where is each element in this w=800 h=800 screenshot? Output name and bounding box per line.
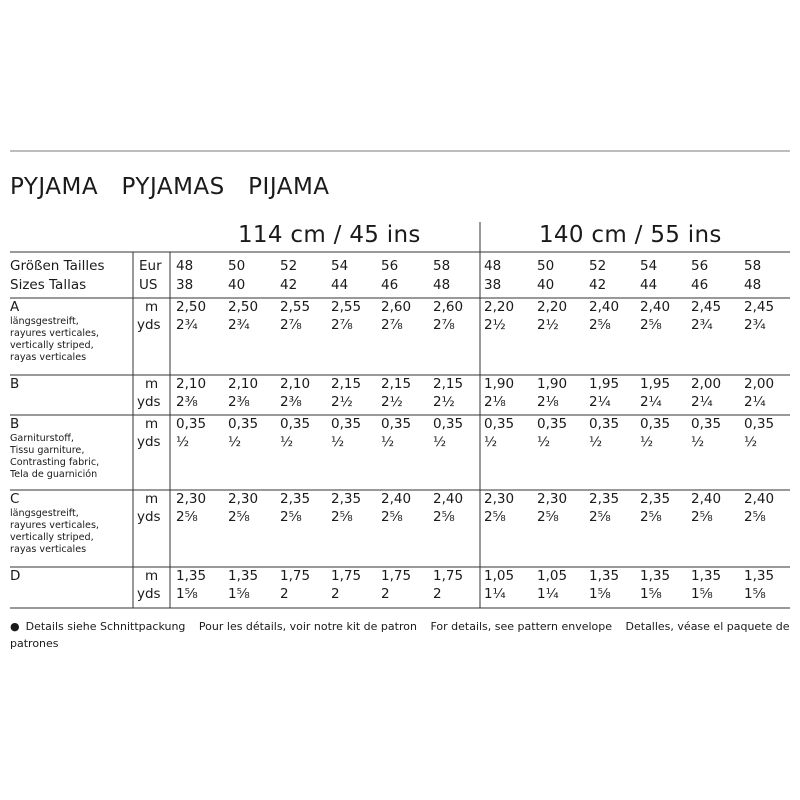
yards-value: 2⅝ (484, 509, 506, 525)
meters-value: 2,60 (433, 299, 464, 315)
meters-value: 2,60 (381, 299, 412, 315)
footnote-fr: Pour les détails, voir notre kit de patron (198, 620, 417, 633)
yards-value: 2⅝ (433, 509, 455, 525)
yards-value: 2 (280, 586, 289, 602)
eur-size: 52 (280, 258, 298, 274)
yards-value: 2⅝ (691, 509, 713, 525)
yards-value: ½ (331, 434, 345, 450)
yards-value: 2 (433, 586, 442, 602)
view-description: rayas verticales (10, 544, 87, 555)
top-rule (10, 150, 790, 152)
unit-m: m (145, 299, 159, 315)
view-description: längsgestreift, (10, 316, 79, 327)
yards-value: 2½ (331, 394, 353, 410)
yards-value: 1⅝ (744, 586, 766, 602)
meters-value: 0,35 (433, 416, 464, 432)
meters-value: 1,75 (433, 568, 464, 584)
us-size: 48 (433, 277, 451, 293)
meters-value: 0,35 (744, 416, 775, 432)
view-description: vertically striped, (10, 340, 94, 351)
yards-value: 2¼ (691, 394, 713, 410)
view-label: B (10, 376, 20, 392)
yards-value: 2 (331, 586, 340, 602)
yards-value: 2⅛ (484, 394, 506, 410)
yards-value: 2⅝ (280, 509, 302, 525)
meters-value: 0,35 (484, 416, 515, 432)
view-description: Garniturstoff, (10, 433, 74, 444)
us-size: 38 (484, 277, 502, 293)
meters-value: 0,35 (691, 416, 722, 432)
us-size: 40 (537, 277, 555, 293)
meters-value: 2,35 (589, 491, 620, 507)
meters-value: 1,35 (691, 568, 722, 584)
yards-value: 2½ (537, 317, 559, 333)
meters-value: 1,05 (537, 568, 568, 584)
meters-value: 0,35 (176, 416, 207, 432)
meters-value: 1,75 (280, 568, 311, 584)
meters-value: 2,30 (176, 491, 207, 507)
meters-value: 2,40 (381, 491, 412, 507)
yards-value: ½ (537, 434, 551, 450)
fabric-width-114: 114 cm / 45 ins (238, 222, 421, 248)
meters-value: 0,35 (331, 416, 362, 432)
view-label: C (10, 491, 20, 507)
eur-label: Eur (139, 258, 162, 274)
yards-value: ½ (176, 434, 190, 450)
yards-value: ½ (381, 434, 395, 450)
unit-m: m (145, 491, 159, 507)
yards-value: 2⅝ (228, 509, 250, 525)
meters-value: 1,90 (537, 376, 568, 392)
yards-value: 2½ (433, 394, 455, 410)
yards-value: 2⅝ (381, 509, 403, 525)
view-label: B (10, 416, 20, 432)
meters-value: 2,40 (589, 299, 620, 315)
meters-value: 2,40 (744, 491, 775, 507)
yards-value: 2¼ (744, 394, 766, 410)
yards-value: 1⅝ (589, 586, 611, 602)
yards-value: 2⅞ (381, 317, 403, 333)
footnote-es: Detalles, véase el paquete de patrones (10, 620, 790, 650)
meters-value: 2,35 (280, 491, 311, 507)
meters-value: 1,95 (640, 376, 671, 392)
meters-value: 1,35 (589, 568, 620, 584)
yards-value: 2¾ (744, 317, 766, 333)
meters-value: 2,30 (228, 491, 259, 507)
eur-size: 48 (176, 258, 194, 274)
unit-m: m (145, 376, 159, 392)
eur-size: 58 (744, 258, 762, 274)
us-size: 48 (744, 277, 762, 293)
yards-value: 1⅝ (176, 586, 198, 602)
yards-value: ½ (589, 434, 603, 450)
yards-value: 2¾ (228, 317, 250, 333)
meters-value: 0,35 (228, 416, 259, 432)
yards-value: 2⅝ (589, 317, 611, 333)
yards-value: 2⅝ (176, 509, 198, 525)
eur-size: 58 (433, 258, 451, 274)
meters-value: 2,15 (433, 376, 464, 392)
yards-value: 2⅝ (589, 509, 611, 525)
meters-value: 1,75 (381, 568, 412, 584)
yards-value: 2¾ (176, 317, 198, 333)
meters-value: 2,50 (228, 299, 259, 315)
unit-yds: yds (137, 586, 161, 602)
meters-value: 1,35 (228, 568, 259, 584)
meters-value: 2,45 (744, 299, 775, 315)
yards-value: ½ (433, 434, 447, 450)
meters-value: 2,10 (176, 376, 207, 392)
meters-value: 0,35 (589, 416, 620, 432)
eur-size: 54 (640, 258, 658, 274)
view-description: Contrasting fabric, (10, 457, 100, 468)
view-description: rayures verticales, (10, 520, 99, 531)
meters-value: 2,35 (640, 491, 671, 507)
meters-value: 1,95 (589, 376, 620, 392)
yards-value: 2⅛ (537, 394, 559, 410)
yards-value: 2½ (484, 317, 506, 333)
meters-value: 2,20 (537, 299, 568, 315)
meters-value: 2,40 (640, 299, 671, 315)
meters-value: 2,10 (280, 376, 311, 392)
page-title: PYJAMA PYJAMAS PIJAMA (10, 174, 330, 200)
us-size: 44 (331, 277, 349, 293)
meters-value: 2,20 (484, 299, 515, 315)
yards-value: ½ (744, 434, 758, 450)
meters-value: 0,35 (381, 416, 412, 432)
sizes-label-1: Größen Tailles (10, 258, 105, 274)
meters-value: 1,90 (484, 376, 515, 392)
meters-value: 2,35 (331, 491, 362, 507)
footnote-en: For details, see pattern envelope (430, 620, 613, 633)
yards-value: 1¼ (484, 586, 506, 602)
us-size: 46 (691, 277, 709, 293)
yards-value: 2⅜ (280, 394, 302, 410)
meters-value: 2,40 (691, 491, 722, 507)
us-size: 42 (280, 277, 298, 293)
meters-value: 2,55 (331, 299, 362, 315)
meters-value: 1,35 (176, 568, 207, 584)
us-size: 46 (381, 277, 399, 293)
meters-value: 0,35 (280, 416, 311, 432)
unit-m: m (145, 568, 159, 584)
view-description: längsgestreift, (10, 508, 79, 519)
view-description: vertically striped, (10, 532, 94, 543)
unit-yds: yds (137, 394, 161, 410)
yards-value: 2¼ (640, 394, 662, 410)
unit-m: m (145, 416, 159, 432)
yards-value: 2 (381, 586, 390, 602)
meters-value: 1,75 (331, 568, 362, 584)
unit-yds: yds (137, 434, 161, 450)
eur-size: 48 (484, 258, 502, 274)
yards-value: 1¼ (537, 586, 559, 602)
meters-value: 2,30 (484, 491, 515, 507)
eur-size: 56 (381, 258, 399, 274)
sizes-label-2: Sizes Tallas (10, 277, 87, 293)
view-description: Tissu garniture, (10, 445, 85, 456)
yards-value: 1⅝ (228, 586, 250, 602)
meters-value: 2,30 (537, 491, 568, 507)
yards-value: 2⅞ (433, 317, 455, 333)
yards-value: 1⅝ (691, 586, 713, 602)
meters-value: 2,00 (744, 376, 775, 392)
yards-value: 2⅝ (640, 509, 662, 525)
eur-size: 56 (691, 258, 709, 274)
yards-value: 2⅞ (331, 317, 353, 333)
yards-value: 1⅝ (640, 586, 662, 602)
view-label: D (10, 568, 21, 584)
meters-value: 0,35 (640, 416, 671, 432)
fabric-width-140: 140 cm / 55 ins (539, 222, 722, 248)
yards-value: 2⅞ (280, 317, 302, 333)
meters-value: 1,35 (640, 568, 671, 584)
eur-size: 50 (537, 258, 555, 274)
yards-value: ½ (691, 434, 705, 450)
view-description: rayures verticales, (10, 328, 99, 339)
meters-value: 2,00 (691, 376, 722, 392)
yards-value: ½ (228, 434, 242, 450)
us-size: 44 (640, 277, 658, 293)
meters-value: 2,15 (381, 376, 412, 392)
meters-value: 2,55 (280, 299, 311, 315)
meters-value: 2,15 (331, 376, 362, 392)
eur-size: 52 (589, 258, 607, 274)
us-size: 40 (228, 277, 246, 293)
unit-yds: yds (137, 317, 161, 333)
yards-value: 2⅝ (640, 317, 662, 333)
eur-size: 50 (228, 258, 246, 274)
footnote-de: Details siehe Schnittpackung (25, 620, 186, 633)
view-description: Tela de guarnición (10, 469, 98, 480)
yards-value: 2½ (381, 394, 403, 410)
us-size: 38 (176, 277, 194, 293)
yards-value: ½ (280, 434, 294, 450)
view-label: A (10, 299, 20, 315)
meters-value: 2,50 (176, 299, 207, 315)
yards-value: ½ (484, 434, 498, 450)
yards-value: ½ (640, 434, 654, 450)
yards-value: 2⅜ (228, 394, 250, 410)
footnote (10, 618, 790, 652)
us-label: US (139, 277, 158, 293)
yards-value: 2¾ (691, 317, 713, 333)
meters-value: 0,35 (537, 416, 568, 432)
us-size: 42 (589, 277, 607, 293)
eur-size: 54 (331, 258, 349, 274)
bullet-icon: ● (10, 620, 20, 633)
yards-value: 2¼ (589, 394, 611, 410)
yards-value: 2⅝ (744, 509, 766, 525)
yards-value: 2⅝ (331, 509, 353, 525)
meters-value: 2,40 (433, 491, 464, 507)
unit-yds: yds (137, 509, 161, 525)
meters-value: 1,35 (744, 568, 775, 584)
yards-value: 2⅝ (537, 509, 559, 525)
meters-value: 2,10 (228, 376, 259, 392)
meters-value: 2,45 (691, 299, 722, 315)
yards-value: 2⅜ (176, 394, 198, 410)
meters-value: 1,05 (484, 568, 515, 584)
view-description: rayas verticales (10, 352, 87, 363)
